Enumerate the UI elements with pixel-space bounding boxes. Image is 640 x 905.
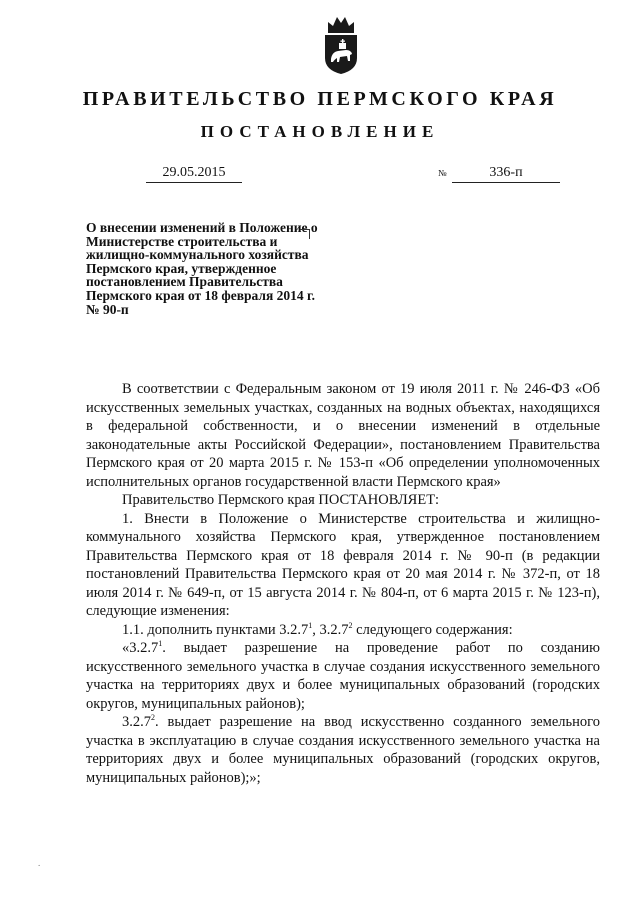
clause-3-2-7-1-paragraph (86, 639, 600, 713)
clause-2-prefix: 3.2.7 (122, 714, 151, 730)
document-date: 29.05.2015 (146, 163, 242, 183)
item-1-1-middle: , 3.2.7 (312, 621, 349, 638)
document-type: ПОСТАНОВЛЕНИЕ (200, 122, 440, 141)
clause-1-text: . выдает разрешение на проведение работ по созданию искусственного земельного участка в случае создания искусственного земельного участка на территориях двух и более муниципальных образований (городских округов, муниципальных районов); (86, 640, 600, 712)
resolves-paragraph: Правительство Пермского края ПОСТАНОВЛЯЕТ: (122, 492, 440, 508)
perm-coat-of-arms-icon (322, 14, 360, 76)
subject-corner-mark (300, 229, 310, 239)
margin-mark: . (38, 858, 41, 868)
document-body (86, 380, 600, 787)
preamble-paragraph: В соответствии с Федеральным законом от 19 июля 2011 г. № 246-ФЗ «Об искусственных земельных участках, созданных на водных объектах, находящихся в федеральной собственности, и о внесении изменений в отдельные законодательные акты Российской Федерации», постановлением Правительства Пермского края от 20 марта 2015 г. № 153-п «Об определении уполномоченных исполнительных органов государственной власти Пермского края» (86, 381, 600, 490)
clause-1-sup: 1 (158, 639, 163, 649)
item-1-1-sup-2: 2 (348, 620, 353, 630)
clause-2-text: . выдает разрешение на ввод искусственно созданного земельного участка в эксплуатацию в случае создания искусственного земельного участка на территориях двух и более муниципальных образований (городских округов, муниципальных районов);»; (86, 714, 600, 786)
number-sign: № (438, 168, 447, 178)
item-1-1-paragraph (86, 621, 600, 640)
document-number: 336-п (452, 163, 560, 183)
item-1-1-prefix: 1.1. дополнить пунктами 3.2.7 (122, 621, 309, 638)
item-1-1-sup-1: 1 (308, 620, 313, 630)
government-title: ПРАВИТЕЛЬСТВО ПЕРМСКОГО КРАЯ (82, 88, 558, 110)
item-1-1-suffix: следующего содержания: (352, 621, 513, 638)
clause-2-sup: 2 (151, 713, 155, 723)
clause-3-2-7-2-paragraph (86, 713, 600, 787)
clause-1-prefix: «3.2.7 (122, 640, 159, 656)
document-subject: О внесении изменений в Положение о Министерстве строительства и жилищно-коммунального хозяйства Пермского края, утвержденное постановлением Правительства Пермского края от 18 февраля 2014 г. № 90-п (86, 220, 318, 317)
item-1-paragraph: 1. Внести в Положение о Министерстве строительства и жилищно-коммунального хозяйства Пермского края, утвержденное постановлением Правительства Пермского края от 18 февраля 2014 г. № 90-п (в редакции постановлений Правительства Пермского края от 20 мая 2014 г. № 372-п, от 18 июля 2014 г. № 649-п, от 15 августа 2014 г. № 804-п, от 6 марта 2015 г. № 123-п), следующие изменения: (86, 510, 600, 619)
